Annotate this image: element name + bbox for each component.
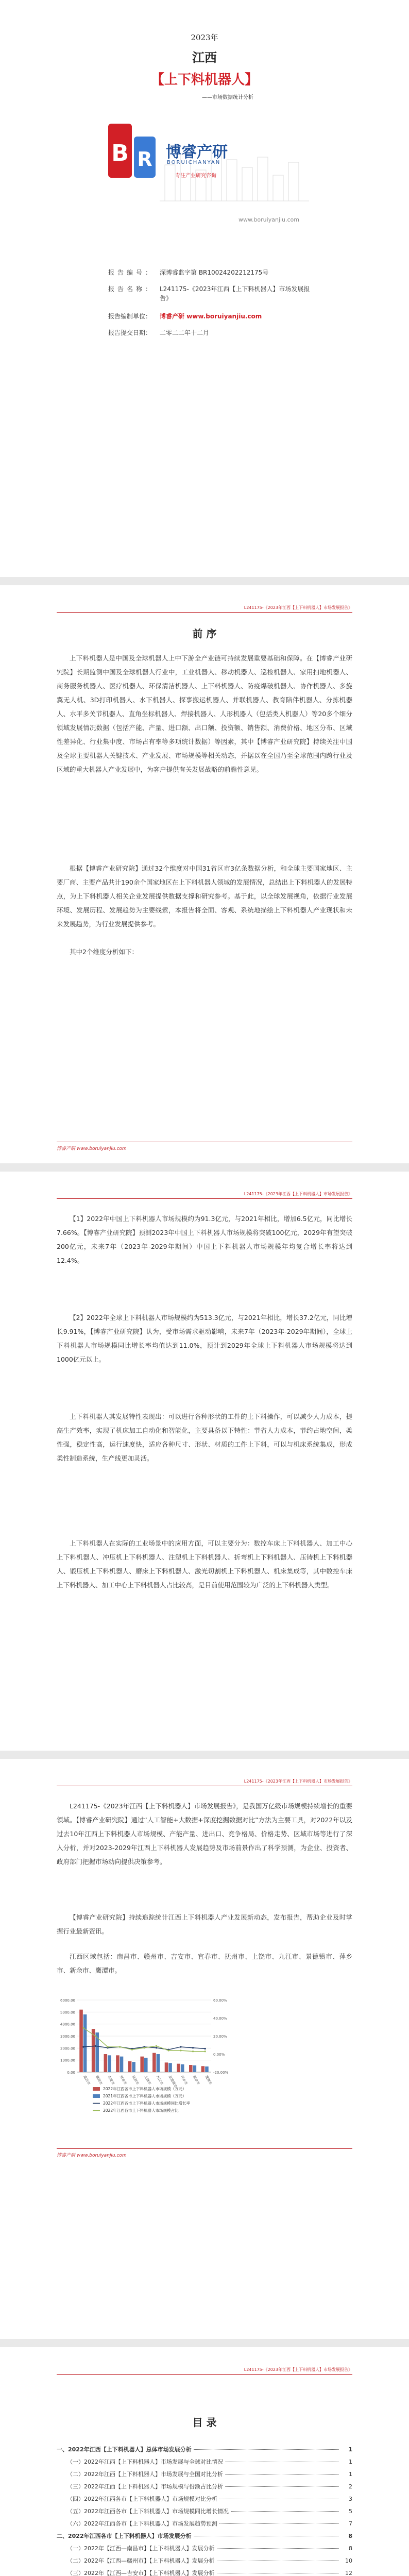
chart-point xyxy=(192,2047,194,2048)
publisher-label: 报告编制单位： xyxy=(108,313,152,320)
toc-entry[interactable] xyxy=(57,2519,352,2528)
legend-label: 2022年江西各市上下料机器人市场规模占比 xyxy=(103,2108,179,2113)
preface-page xyxy=(0,585,409,1163)
chart-bar xyxy=(128,2061,132,2072)
toc-entry-label: （二）2022年【江西—赣州市】【上下料机器人】发展分析 xyxy=(67,2557,215,2564)
logo-mark xyxy=(108,124,160,180)
publisher-value[interactable]: 博睿产研 www.boruiyanjiu.com xyxy=(160,313,262,320)
toc-page-number: 5 xyxy=(349,2508,352,2515)
toc-entry-label: 二、2022年江西各市【上下料机器人】市场发展分析 xyxy=(57,2533,192,2539)
cover-year: 2023年 xyxy=(191,33,218,42)
legend-swatch xyxy=(93,2087,100,2091)
chart-bar xyxy=(157,2054,160,2072)
intro-paragraph-2: 【博睿产业研究院】持续追踪统计江西上下料机器人产业发展新动态，发布报告，帮助企业及时掌握行业最新资讯。 xyxy=(57,1913,352,1935)
toc-leader-dots xyxy=(219,2523,339,2524)
page-footer: 博睿产研 www.boruiyanjiu.com xyxy=(57,2153,127,2158)
x-tick-label: 南昌市 xyxy=(82,2075,91,2086)
toc-entry-label: 一、2022年江西【上下料机器人】总体市场发展分析 xyxy=(57,2446,192,2453)
y-right-tick-label: 20.00% xyxy=(213,2035,227,2039)
footer-rule xyxy=(57,2148,352,2149)
x-tick-label: 抚州市 xyxy=(131,2075,140,2086)
preface-paragraph-3: 其中2个维度分析如下： xyxy=(70,948,138,956)
toc-entry[interactable] xyxy=(57,2470,352,2478)
report-name-row xyxy=(108,284,314,303)
toc-title: 目 录 xyxy=(192,2416,217,2429)
x-tick-label: 鹰潭市 xyxy=(204,2075,213,2086)
toc-entry-label: （三）2022年江西【上下料机器人】市场规模与份额占比分析 xyxy=(67,2483,223,2490)
header-rule xyxy=(57,612,352,613)
y-right-tick-label: 40.00% xyxy=(213,2016,227,2021)
chart-point xyxy=(143,2047,145,2048)
preface-paragraph-1: 上下料机器人是中国及全球机器人上中下游全产业链可持续发展重要基础和保障。在【博睿产业研究院】长期监测中国及全球机器人行业中，工业机器人、移动机器人、巡检机器人、家用扫地机器人、商务服务机器人、医疗机器人、环保清洁机器人、上下料机器人、防疫爆破机器人、协作机器人、多旋翼无人机、3D打印机器人、水下机器人、探事搬运机器人、并联机器人、教育陪伴机器人、分拣机器人、水平多关节机器人、直角坐标机器人、焊接机器人、人形机器人（包括类人机器人）等20多个细分领域发展情况数据（包括产能、产量、进口额、出口额、投资额、销售额、消费价格、地区分布、区域性差异化、行业集中度、市场占有率等多项统计数据）等因素，其中【博睿产业研究院】持续关注中国及全球主要机器人关键技术、产业发展、市场规模等相关动态，并据以在全国乃至全球范围内跨行业及区域的重大机器人产业发展中，为客户提供有关发展战略的前瞻性意见。 xyxy=(57,654,352,773)
page-separator xyxy=(0,1163,409,1172)
chart-canvas xyxy=(57,1995,352,2124)
br-logo-icon xyxy=(108,124,160,180)
legend-label: 2021年江西各市上下料机器人市场规模（万元） xyxy=(103,2094,186,2098)
chart-point xyxy=(192,2050,194,2052)
toc-entry-label: （二）2022年江西【上下料机器人】市场发展与全国对比分析 xyxy=(67,2471,223,2478)
y-right-tick-label: -20.00% xyxy=(213,2071,229,2075)
toc-entry[interactable] xyxy=(57,2445,352,2453)
header-rule xyxy=(57,2374,352,2375)
toc-page-number: 10 xyxy=(345,2557,352,2564)
y-left-tick-label: 1000.00 xyxy=(60,2058,75,2063)
toc-entry[interactable] xyxy=(57,2544,352,2552)
report-no-value: 深博睿监字第 BR10024202212175号 xyxy=(160,269,269,276)
analysis-paragraph-2: 【2】2022年全球上下料机器人市场规模约为513.3亿元，与2021年相比，增长37.2亿元，同比增长9.91%，【博睿产业研究院】认为，受市场需求驱动影响，未来7年（2023年-2029年期间），全球上下料机器人市场规模同比增长率均值达到11.0%，预计到2029年全球上下料机器人市场规模将达到1000亿元以上。 xyxy=(57,1314,352,1363)
chart-bar xyxy=(132,2062,135,2072)
toc-entry-label: （四）2022年江西各市【上下料机器人】市场规模对比分析 xyxy=(67,2496,217,2502)
page-separator xyxy=(0,577,409,585)
chart-point xyxy=(204,2050,206,2052)
page-footer: 博睿产研 www.boruiyanjiu.com xyxy=(57,1146,127,1151)
chart-point xyxy=(95,2045,96,2047)
intro-paragraph-3: 江西区域包括：南昌市、赣州市、吉安市、宜春市、抚州市、上饶市、九江市、景德镇市、萍乡市、新余市、鹰潭市。 xyxy=(57,1953,352,1974)
chart-point xyxy=(180,2046,181,2047)
report-name-label: 报告名称： xyxy=(108,285,155,293)
report-no-label: 报告编号： xyxy=(108,269,155,276)
toc-page-number: 1 xyxy=(348,2446,352,2453)
chart-page xyxy=(0,1759,409,2339)
cover-watermark: www.boruiyanjiu.com xyxy=(238,216,300,223)
toc-entry-label: （一）2022年江西【上下料机器人】市场发展与全球对比情况 xyxy=(67,2459,223,2465)
chart-point xyxy=(156,2045,157,2047)
chart-bar xyxy=(144,2058,148,2072)
y-left-tick-label: 3000.00 xyxy=(60,2035,75,2039)
report-no-row xyxy=(108,268,314,277)
toc-entry[interactable] xyxy=(57,2569,352,2576)
chart-bar xyxy=(189,2065,193,2072)
chart-bar xyxy=(104,2054,108,2072)
chart-point xyxy=(107,2046,108,2047)
toc-page-number: 12 xyxy=(345,2570,352,2576)
report-name-value: L241175-《2023年江西【上下料机器人】市场发展报告》 xyxy=(160,285,310,302)
chart-bar xyxy=(108,2055,111,2072)
legend-label: 2022年江西各市上下料机器人市场规模同比增长率 xyxy=(103,2101,191,2106)
cover-region: 江西 xyxy=(192,50,217,65)
toc-leader-dots xyxy=(217,2548,339,2549)
chart-bar xyxy=(83,2014,87,2072)
chart-point xyxy=(131,2049,133,2050)
x-tick-label: 新余市 xyxy=(192,2075,201,2086)
x-tick-label: 上饶市 xyxy=(143,2075,152,2086)
chart-point xyxy=(95,2035,96,2037)
chart-bar xyxy=(201,2066,205,2072)
legend-swatch xyxy=(93,2094,100,2098)
chart-bar xyxy=(193,2065,197,2072)
toc-page-number: 7 xyxy=(349,2520,352,2527)
region-chart xyxy=(57,1995,352,2124)
toc-entry-label: （一）2022年【江西—南昌市】【上下料机器人】发展分析 xyxy=(67,2545,215,2552)
toc-entry-label: （五）2022年江西各市【上下料机器人】市场规模同比增长情况 xyxy=(67,2508,229,2515)
chart-point xyxy=(82,2046,84,2047)
toc-leader-dots xyxy=(225,2486,339,2487)
toc-entry-label: （三）2022年【江西—吉安市】【上下料机器人】发展分析 xyxy=(67,2570,215,2576)
toc-page-number: 3 xyxy=(349,2496,352,2502)
preface-paragraph-2: 根据【博睿产业研究院】通过32个维度对中国31省区市3亿条数据分析，和全球主要国家地区、主要厂商、主要产品共计190余个国家地区在上下料机器人领域的发展情况，总结出上下料机器人的发展特点，为上下料机器人相关企业发展提供数据支撑和研究参考。基于此，以全球发展视角，依据行业发展环境、发展历程、发展趋势为主要线索，本报告将全面、客观、系统地描绘上下料机器人产业现状和未来发展趋势，为行业发展提供参考。 xyxy=(57,865,352,928)
toc-page-number: 8 xyxy=(348,2533,352,2539)
chart-bar xyxy=(79,2010,83,2072)
x-tick-label: 吉安市 xyxy=(107,2075,116,2086)
toc-page xyxy=(0,2347,409,2576)
intro-paragraph-1: L241175-《2023年江西【上下料机器人】市场发展报告》，是我国万亿级市场规模持续增长的重要领域。【博睿产业研究院】通过“人工智能+大数据+深度挖掘数据对比”方法为主要工具，对2022年以及过去10年江西上下料机器人市场规模、产能产量、进出口、竞争格局、价格走势、区域市场等进行了深入分析，并对2023-2029年江西上下料机器人发展趋势及市场前景作出了科学预测，为企业、投资者、政府部门把握市场动向提供决策参考。 xyxy=(57,1802,352,1866)
chart-bar xyxy=(181,2064,184,2072)
analysis-paragraph-3: 上下料机器人其发展特性表现出：可以进行各种形状的工件的上下料操作，可以减少人力成本，提高生产效率，实现了机床加工自动化和智能化，主要具备以下特性：节省人力成本，节约占地空间，柔性强，稳定性高，运行速度快，适应各种尺寸、形状、材质的工件上下料，可以与机床系统集成，形成柔性制造系统，生产线更加灵活。 xyxy=(57,1413,352,1462)
y-right-tick-label: 0.00% xyxy=(213,2053,225,2057)
y-left-tick-label: 4000.00 xyxy=(60,2022,75,2027)
toc-entry-label: （六）2022年江西各市【上下料机器人】市场发展趋势预测 xyxy=(67,2520,217,2527)
chart-point xyxy=(204,2048,206,2049)
y-left-tick-label: 0.00 xyxy=(67,2071,75,2075)
publisher-row xyxy=(108,312,314,321)
x-tick-label: 宜春市 xyxy=(118,2075,128,2086)
chart-bar xyxy=(152,2053,156,2072)
toc-page-number: 1 xyxy=(349,2471,352,2478)
logo-brand-en: BORUICHANYAN xyxy=(167,160,221,165)
chart-point xyxy=(156,2047,157,2048)
y-right-tick-label: 60.00% xyxy=(213,1998,227,2003)
x-tick-label: 赣州市 xyxy=(94,2075,104,2086)
analysis-paragraph-1: 【1】2022年中国上下料机器人市场规模约为91.3亿元，与2021年相比，增加6.5亿元，同比增长7.66%。【博睿产业研究院】预测2023年中国上下料机器人市场规模将突破100亿元，2029年有望突破200亿元，未来7年（2023年-2029年期间）中国上下料机器人市场规模年均复合增长率将达到12.4%。 xyxy=(57,1215,352,1264)
toc-page-number: 8 xyxy=(349,2545,352,2552)
svg-text:R: R xyxy=(137,148,152,171)
y-left-tick-label: 2000.00 xyxy=(60,2046,75,2051)
chart-bar xyxy=(116,2055,120,2072)
cover-subtitle: ——市场数据统计分析 xyxy=(202,95,253,100)
page-header: L241175-《2023年江西【上下料机器人】市场发展报告》 xyxy=(244,605,352,610)
toc-page-number: 1 xyxy=(349,2459,352,2465)
toc-entry[interactable] xyxy=(57,2482,352,2490)
y-left-tick-label: 6000.00 xyxy=(60,1998,75,2003)
page-header: L241175-《2023年江西【上下料机器人】市场发展报告》 xyxy=(244,1779,352,1784)
toc-entry[interactable] xyxy=(57,2556,352,2565)
legend-label: 2022年江西各市上下料机器人市场规模（万元） xyxy=(103,2087,186,2091)
toc-page-number: 2 xyxy=(349,2483,352,2490)
svg-text:B: B xyxy=(111,140,129,166)
x-tick-label: 萍乡市 xyxy=(180,2075,189,2086)
date-label: 报告提交日期： xyxy=(108,329,152,336)
chart-point xyxy=(82,2027,84,2029)
toc-entry[interactable] xyxy=(57,2458,352,2466)
toc-entry[interactable] xyxy=(57,2495,352,2503)
cover-title: 【上下料机器人】 xyxy=(150,72,258,88)
toc-leader-dots xyxy=(225,2474,339,2475)
chart-point xyxy=(168,2049,169,2051)
page-separator xyxy=(0,2339,409,2347)
page-header: L241175-《2023年江西【上下料机器人】市场发展报告》 xyxy=(244,2367,352,2372)
page-separator xyxy=(0,1751,409,1759)
analysis-page xyxy=(0,1172,409,1751)
header-rule xyxy=(57,1198,352,1199)
chart-point xyxy=(180,2049,181,2051)
toc-entry[interactable] xyxy=(57,2532,352,2540)
preface-title: 前 序 xyxy=(192,628,217,640)
y-left-tick-label: 5000.00 xyxy=(60,2010,75,2015)
x-tick-label: 九江市 xyxy=(155,2075,164,2086)
toc-entry[interactable] xyxy=(57,2507,352,2515)
chart-bar xyxy=(168,2063,172,2072)
date-row xyxy=(108,328,314,337)
chart-bar xyxy=(177,2064,180,2072)
page-header: L241175-《2023年江西【上下料机器人】市场发展报告》 xyxy=(244,1192,352,1196)
toc-leader-dots xyxy=(231,2511,339,2512)
toc-leader-dots xyxy=(194,2449,339,2450)
chart-bar xyxy=(165,2062,168,2072)
chart-bar xyxy=(120,2057,124,2072)
cover-logo-area xyxy=(88,103,325,211)
logo-brand-cn: 博睿产研 xyxy=(166,143,228,161)
chart-bar xyxy=(140,2057,144,2072)
x-tick-label: 景德镇市 xyxy=(167,2075,178,2089)
date-value: 二零二二年十二月 xyxy=(160,329,210,336)
cover-page xyxy=(0,0,409,577)
chart-point xyxy=(119,2046,121,2047)
logo-slogan: 专注产业研究咨询 xyxy=(175,173,216,179)
analysis-paragraph-4: 上下料机器人在实际的工业场景中的应用方面，可以主要分为：数控车床上下料机器人、加工中心上下料机器人、冲压机上下料机器人、注塑机上下料机器人、折弯机上下料机器人、压铸机上下料机器人、锻压机上下料机器人、磨床上下料机器人、激光切割机上下料机器人、机床集成等，其中数控车床上下料机器人、加工中心上下料机器人占比较高，是目前使用范围较为广泛的上下料机器人类型。 xyxy=(57,1539,352,1589)
chart-bar xyxy=(205,2066,209,2072)
